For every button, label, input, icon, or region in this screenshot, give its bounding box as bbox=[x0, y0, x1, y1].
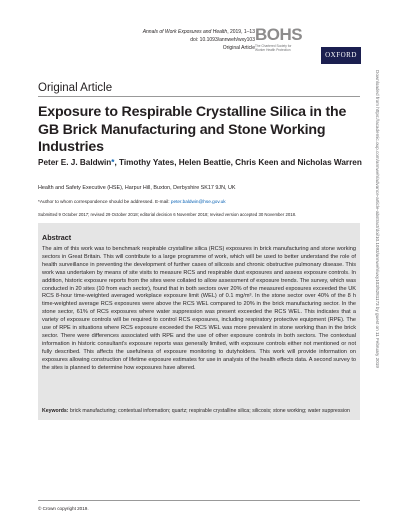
bohs-subtitle-1: The Chartered Society for bbox=[255, 44, 292, 48]
journal-name: Annals of Work Exposures and Health bbox=[142, 29, 228, 35]
section-label: Original Article bbox=[38, 82, 113, 94]
bohs-subtitle-2: Worker Health Protection bbox=[255, 48, 291, 53]
journal-doi: doi: 10.1093/annweh/wxy103 bbox=[190, 37, 255, 43]
correspondence-email-link[interactable]: peter.baldwin@hse.gov.uk bbox=[170, 199, 226, 204]
download-notice bbox=[372, 70, 382, 490]
article-title: Exposure to Respirable Crystalline Silica in the GB Brick Manufacturing and Stone Working Industries bbox=[38, 104, 347, 155]
correspondence-text: *Author to whom correspondence should be addressed. E-mail: bbox=[38, 199, 171, 204]
abstract-body: The aim of this work was to benchmark respirable crystalline silica (RCS) exposures in brick manufacturing and stone working sectors in Great Britain. This will contribute to a large programme of work, which will be used to better understand the role of health surveillance in preventing the development of further cases of silicosis and chronic obstructive pulmonary disease. This work was undertaken by means of site visits to measure RCS and respirable dust exposures and assess exposure controls. In addition, historic exposure reports from the sites were collated to allow assessment of exposure trends. The survey, which was conducted in 20 sites (10 from each sector), found that in both sectors over 20% of the measured exposures exceeded the UK RCS 8-hour time-weighted averaged workplace exposure limit (WEL) of 0.1 mg/m³. In the stone sector over 40% of the 8 h time-weighted average RCS exposures were above the RCS WEL compared to 20% in the brick manufacturing sector. In the stone sector, 61% of RCS exposures where water suppression was present exceeded the RCS WEL. This indicates that a variety of exposure controls will be required to control RCS exposures, including respiratory protective equipment (RPE). The use of RPE in situations where RCS exposure exceeded the RCS WEL was more prevalent in stone working than in the brick sector. There were differences associated with RPE and the use of other exposure controls in both sectors. The contextual information in historic consultant's exposure reports was generally limited, with exposure controls either not mentioned or not fully described. This affects the usefulness of exposure monitoring to dutyholders. This work will provide information on exposures allowing construction of lifetime exposure estimates for use in analysis of the health effects data. A second survey to the sites is planned to determine how exposures have altered. bbox=[42, 246, 356, 371]
abstract-heading: Abstract bbox=[42, 233, 72, 242]
author-rest: , Timothy Yates, Helen Beattie, Chris Keen and Nicholas Warren bbox=[114, 158, 362, 167]
author-list bbox=[38, 157, 368, 169]
journal-citation: , 2019, 1–13 bbox=[227, 29, 255, 35]
submission-history: Submitted 9 October 2017; revised 29 October 2018; editorial decision 6 November 2018; revised version accepted 30 November 2018. bbox=[38, 212, 297, 217]
keywords-label: Keywords: bbox=[42, 408, 69, 414]
section-divider bbox=[38, 96, 360, 97]
author-lead: Peter E. J. Baldwin bbox=[38, 158, 112, 167]
affiliation: Health and Safety Executive (HSE), Harpur Hill, Buxton, Derbyshire SK17 9JN, UK bbox=[38, 185, 236, 191]
keywords bbox=[42, 408, 356, 416]
corresponding-author-mark[interactable]: * bbox=[111, 158, 115, 167]
footer-divider bbox=[38, 500, 360, 501]
bohs-logo bbox=[255, 26, 317, 64]
download-notice-text: Downloaded from https://academic.oup.com/annweh/advance-article-abstract/doi/10.1093/annweh/wxy103/5281173 by guest on 11 February 2019 bbox=[375, 70, 380, 368]
keywords-text: brick manufacturing; contextual information; quartz; respirable crystalline silica; silicosis; stone working; water suppression bbox=[68, 408, 350, 414]
article-type: Original Article bbox=[222, 45, 255, 51]
journal-header bbox=[35, 28, 255, 52]
copyright: © Crown copyright 2019. bbox=[38, 506, 89, 511]
correspondence bbox=[38, 199, 226, 204]
oxford-logo: OXFORD bbox=[321, 47, 361, 64]
bohs-letters: BOHS bbox=[255, 25, 303, 44]
